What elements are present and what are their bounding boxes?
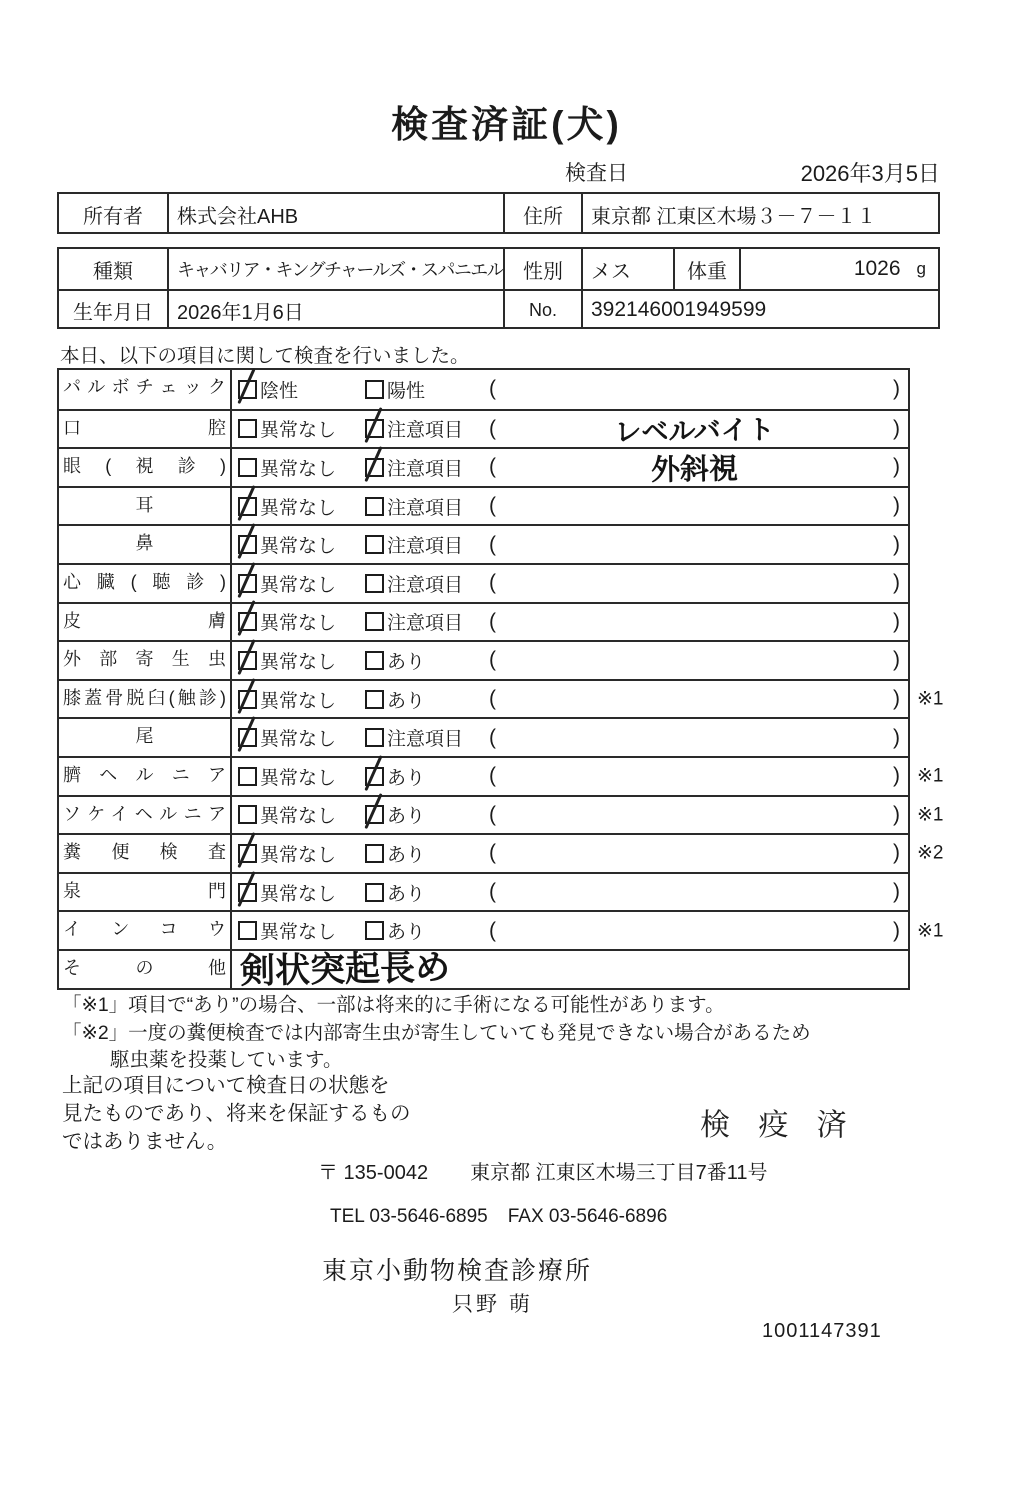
exam-option — [238, 415, 365, 442]
checkbox-checked-icon — [238, 690, 257, 709]
exam-row-content — [232, 411, 908, 448]
weight-unit: g — [916, 259, 926, 278]
exam-option — [365, 686, 489, 713]
exam-row-heart — [59, 563, 908, 602]
checkbox-unchecked-icon — [238, 419, 257, 438]
checkbox-checked-icon — [238, 651, 257, 670]
close-paren: ) — [893, 880, 900, 904]
exam-row-content — [232, 719, 908, 756]
close-paren: ) — [893, 455, 900, 479]
option-label: 異常なし — [260, 729, 337, 751]
checkbox-checked-icon — [238, 497, 257, 516]
exam-option — [365, 917, 489, 944]
paren-field — [489, 687, 908, 711]
disclaimer-line: ではありません。 — [62, 1130, 228, 1153]
serial-number: 1001147391 — [762, 1320, 882, 1342]
exam-row-content — [232, 488, 908, 525]
exam-row-fecal — [59, 833, 944, 872]
exam-row-content — [232, 449, 908, 486]
checkbox-unchecked-icon — [238, 921, 257, 940]
exam-option — [365, 570, 489, 597]
open-paren: ( — [489, 648, 496, 672]
intro-text: 本日、以下の項目に関して検査を行いました。 — [60, 345, 470, 367]
paren-field — [489, 610, 908, 634]
close-paren: ) — [893, 687, 900, 711]
close-paren: ) — [893, 494, 900, 518]
exam-row-content — [232, 565, 908, 602]
option-label: 異常なし — [260, 536, 337, 558]
exam-item-label: 心臓(聴診) — [59, 565, 232, 602]
exam-item-label: 膝蓋骨脱臼(触診) — [59, 681, 232, 718]
exam-item-label: 鼻 — [59, 526, 232, 563]
exam-item-label: 耳 — [59, 488, 232, 525]
paren-field — [489, 571, 908, 595]
option-label: 注意項目 — [387, 729, 464, 751]
disclaimer-text — [62, 1072, 411, 1156]
weight-cell — [741, 249, 938, 289]
open-paren: ( — [489, 764, 496, 788]
owner-label: 所有者 — [59, 194, 169, 234]
open-paren: ( — [489, 802, 496, 826]
exam-option — [238, 493, 365, 520]
footnote-line: 「※2」一度の糞便検査では内部寄生虫が寄生していても発見できない場合があるため — [62, 1021, 811, 1044]
owner-address-label: 住所 — [505, 194, 583, 234]
exam-option — [238, 647, 365, 674]
footnote-line: 「※1」項目で“あり”の場合、一部は将来的に手術になる可能性があります。 — [62, 994, 725, 1016]
exam-option — [238, 763, 365, 790]
checkbox-unchecked-icon — [365, 380, 384, 399]
option-label: 陽性 — [387, 380, 426, 402]
exam-item-label: インコウ — [59, 912, 232, 949]
checkbox-checked-icon — [238, 574, 257, 593]
checkbox-unchecked-icon — [238, 767, 257, 786]
exam-row-content — [232, 642, 908, 679]
clinic-tel-row — [330, 1206, 667, 1228]
quarantine-stamp: 検 疫 済 — [700, 1109, 857, 1142]
checkbox-unchecked-icon — [238, 458, 257, 477]
open-paren: ( — [489, 918, 496, 942]
exam-item-label: 糞便検査 — [59, 835, 232, 872]
checkbox-unchecked-icon — [365, 844, 384, 863]
inspection-date-value: 2026年3月5日 — [800, 161, 940, 186]
checkbox-unchecked-icon — [365, 535, 384, 554]
exam-row-tail — [59, 717, 908, 756]
sex-label: 性別 — [505, 249, 583, 289]
close-paren: ) — [893, 571, 900, 595]
checkbox-unchecked-icon — [238, 805, 257, 824]
paren-field — [489, 409, 908, 448]
exam-row-mouth — [59, 409, 908, 448]
option-label: 注意項目 — [387, 574, 464, 596]
paren-field — [489, 648, 908, 672]
clinic-fax: FAX 03-5646-6896 — [507, 1206, 668, 1227]
open-paren: ( — [489, 377, 496, 401]
exam-option — [365, 531, 489, 558]
inspection-date-label: 検査日 — [565, 162, 628, 185]
disclaimer-line: 上記の項目について検査日の状態を — [62, 1074, 390, 1097]
exam-item-label: 外部寄生虫 — [59, 642, 232, 679]
exam-item-label: 口腔 — [59, 411, 232, 448]
exam-option — [365, 879, 489, 906]
option-label: 注意項目 — [387, 458, 464, 480]
open-paren: ( — [489, 494, 496, 518]
exam-row-parvo — [59, 370, 908, 409]
checkbox-unchecked-icon — [365, 612, 384, 631]
exam-option — [365, 608, 489, 635]
exam-row-content — [232, 912, 908, 949]
exam-option — [365, 493, 489, 520]
close-paren: ) — [893, 532, 900, 556]
exam-option — [238, 570, 365, 597]
clinic-tel: TEL 03-5646-6895 — [330, 1206, 488, 1227]
close-paren: ) — [893, 725, 900, 749]
exam-option — [238, 724, 365, 751]
reference-mark: ※1 — [917, 920, 944, 942]
reference-mark: ※2 — [917, 842, 944, 864]
checkbox-unchecked-icon — [365, 728, 384, 747]
exam-item-label: ソケイヘルニア — [59, 797, 232, 834]
exam-row-nose — [59, 524, 908, 563]
exam-option — [365, 724, 489, 751]
exam-option — [365, 376, 489, 403]
no-label: No. — [505, 291, 583, 329]
exam-row-umbilical-hernia — [59, 756, 944, 795]
option-label: 陰性 — [260, 380, 299, 402]
close-paren: ) — [893, 609, 900, 633]
paren-field — [489, 803, 908, 827]
exam-option — [365, 647, 489, 674]
checkbox-checked-icon — [238, 883, 257, 902]
exam-option — [365, 415, 489, 442]
exam-option — [238, 879, 365, 906]
exam-item-label: 尾 — [59, 719, 232, 756]
exam-option — [365, 840, 489, 867]
paren-field — [489, 494, 908, 518]
paren-field — [489, 841, 908, 865]
weight-value: 1026 — [853, 257, 901, 280]
owner-name: 株式会社AHB — [169, 194, 505, 234]
exam-table — [57, 368, 944, 991]
breed-value: キャバリア・キングチャールズ・スパニエル — [169, 249, 505, 289]
option-label: 異常なし — [260, 767, 337, 789]
clinic-name: 東京小動物検査診療所 — [322, 1257, 593, 1285]
option-label: あり — [387, 922, 426, 944]
option-label: 異常なし — [260, 806, 337, 828]
inspection-date-row — [57, 157, 940, 186]
exam-row-ears — [59, 486, 908, 525]
checkbox-checked-icon — [238, 535, 257, 554]
exam-option — [238, 840, 365, 867]
exam-row-other — [59, 947, 908, 991]
exam-option — [238, 686, 365, 713]
close-paren: ) — [893, 918, 900, 942]
clinic-address: 東京都 江東区木場三丁目7番11号 — [470, 1162, 768, 1184]
checkbox-checked-icon — [238, 380, 257, 399]
close-paren: ) — [893, 648, 900, 672]
paren-field — [489, 447, 908, 488]
birth-value: 2026年1月6日 — [169, 291, 505, 329]
owner-table — [57, 192, 940, 234]
handwritten-note: レベルバイト — [614, 414, 775, 448]
exam-row-inguinal-hernia — [59, 795, 944, 834]
weight-label: 体重 — [675, 249, 741, 289]
exam-row-content — [232, 758, 908, 795]
exam-option — [365, 763, 489, 790]
exam-option — [238, 531, 365, 558]
option-label: 異常なし — [260, 651, 337, 673]
pet-table — [57, 247, 940, 329]
checkbox-unchecked-icon — [365, 651, 384, 670]
open-paren: ( — [489, 725, 496, 749]
exam-row-content — [232, 947, 908, 991]
open-paren: ( — [489, 416, 496, 440]
option-label: あり — [387, 844, 426, 866]
open-paren: ( — [489, 609, 496, 633]
disclaimer-line: 見たものであり、将来を保証するもの — [62, 1102, 411, 1125]
exam-row-content — [232, 681, 908, 718]
checkbox-unchecked-icon — [365, 497, 384, 516]
reference-mark: ※1 — [917, 804, 944, 826]
exam-option — [238, 608, 365, 635]
exam-item-label: 泉門 — [59, 874, 232, 911]
exam-item-label: 皮膚 — [59, 604, 232, 641]
open-paren: ( — [489, 880, 496, 904]
checkbox-checked-icon — [238, 844, 257, 863]
exam-row-fontanel — [59, 872, 908, 911]
checkbox-checked-icon — [238, 612, 257, 631]
checkbox-checked-icon — [365, 419, 384, 438]
exam-row-patella — [59, 679, 944, 718]
option-label: あり — [387, 651, 426, 673]
checkbox-checked-icon — [238, 728, 257, 747]
checkbox-unchecked-icon — [365, 883, 384, 902]
option-label: 注意項目 — [387, 497, 464, 519]
option-label: 異常なし — [260, 883, 337, 905]
reference-mark: ※1 — [917, 765, 944, 787]
birth-label: 生年月日 — [59, 291, 169, 329]
checkbox-checked-icon — [365, 805, 384, 824]
exam-row-content — [232, 874, 908, 911]
owner-address: 東京都 江東区木場３－７－１１ — [591, 205, 877, 228]
option-label: 異常なし — [260, 613, 337, 635]
exam-row-skin — [59, 602, 908, 641]
option-label: あり — [387, 883, 426, 905]
breed-label: 種類 — [59, 249, 169, 289]
option-label: あり — [387, 806, 426, 828]
open-paren: ( — [489, 532, 496, 556]
exam-row-cryptorchid — [59, 910, 944, 949]
option-label: あり — [387, 767, 426, 789]
exam-option — [365, 454, 489, 481]
exam-row-ectoparasites — [59, 640, 908, 679]
close-paren: ) — [893, 764, 900, 788]
close-paren: ) — [893, 416, 900, 440]
option-label: 異常なし — [260, 922, 337, 944]
exam-option — [238, 376, 365, 403]
option-label: 注意項目 — [387, 536, 464, 558]
checkbox-unchecked-icon — [365, 921, 384, 940]
option-label: 注意項目 — [387, 420, 464, 442]
option-label: 異常なし — [260, 420, 337, 442]
examiner-name: 只野 萌 — [452, 1293, 533, 1316]
clinic-postal-row — [318, 1156, 768, 1185]
option-label: 異常なし — [260, 458, 337, 480]
paren-field — [489, 533, 908, 557]
open-paren: ( — [489, 687, 496, 711]
option-label: 異常なし — [260, 574, 337, 596]
handwritten-note: 外斜視 — [650, 453, 739, 487]
checkbox-unchecked-icon — [365, 690, 384, 709]
exam-option — [365, 801, 489, 828]
paren-field — [489, 726, 908, 750]
option-label: 注意項目 — [387, 613, 464, 635]
exam-row-content — [232, 370, 908, 409]
open-paren: ( — [489, 841, 496, 865]
exam-row-content — [232, 526, 908, 563]
footnotes — [62, 992, 962, 1075]
exam-item-label: パルボチェック — [59, 370, 232, 409]
checkbox-checked-icon — [365, 458, 384, 477]
close-paren: ) — [893, 841, 900, 865]
paren-field — [489, 377, 908, 401]
close-paren: ) — [893, 802, 900, 826]
open-paren: ( — [489, 571, 496, 595]
postal-code: 〒 135-0042 — [318, 1162, 429, 1184]
exam-item-label: 臍ヘルニア — [59, 758, 232, 795]
handwritten-note: 剣状突起長め — [239, 947, 451, 991]
exam-row-eyes — [59, 447, 908, 486]
checkbox-checked-icon — [365, 767, 384, 786]
close-paren: ) — [893, 377, 900, 401]
paren-field — [489, 764, 908, 788]
exam-row-content — [232, 604, 908, 641]
paren-field — [489, 919, 908, 943]
exam-option — [238, 917, 365, 944]
checkbox-unchecked-icon — [365, 574, 384, 593]
exam-option — [238, 454, 365, 481]
exam-row-content — [232, 835, 908, 872]
no-value: 392146001949599 — [591, 298, 767, 321]
option-label: あり — [387, 690, 426, 712]
paren-field — [489, 880, 908, 904]
sex-value: メス — [583, 249, 675, 289]
exam-item-label: その他 — [59, 951, 232, 988]
option-label: 異常なし — [260, 690, 337, 712]
open-paren: ( — [489, 455, 496, 479]
page-title: 検査済証(犬) — [391, 104, 622, 145]
exam-row-content — [232, 797, 908, 834]
footnote-line: 駆虫薬を投薬しています。 — [110, 1049, 343, 1071]
option-label: 異常なし — [260, 844, 337, 866]
option-label: 異常なし — [260, 497, 337, 519]
exam-item-label: 眼(視診) — [59, 449, 232, 486]
exam-option — [238, 801, 365, 828]
reference-mark: ※1 — [917, 688, 944, 710]
